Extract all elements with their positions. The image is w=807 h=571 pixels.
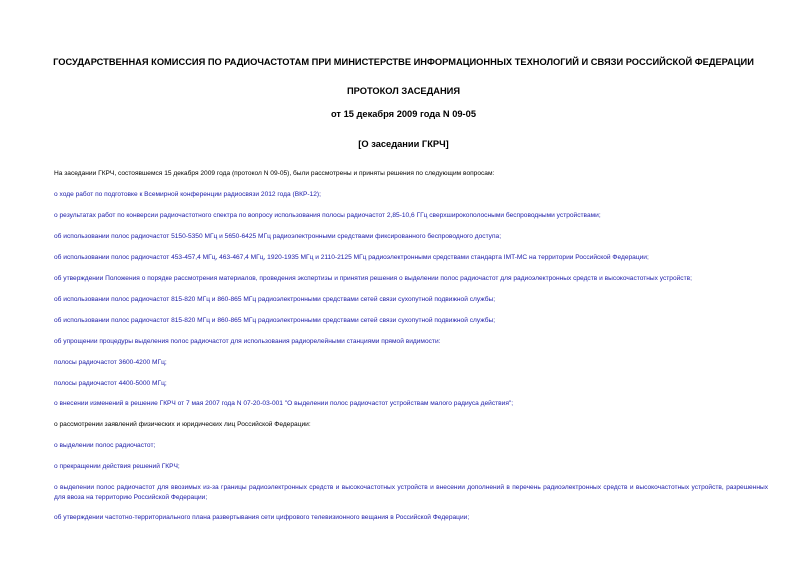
agenda-link[interactable]: об использовании полос радиочастот 815-820 МГц и 860-865 МГц радиоэлектронными средствами сетей связи сухопутной подвижной службы; bbox=[54, 296, 496, 303]
agenda-link[interactable]: о выделении полос радиочастот; bbox=[54, 442, 156, 449]
document-type-heading: ПРОТОКОЛ ЗАСЕДАНИЯ bbox=[346, 86, 461, 96]
agenda-link[interactable]: об утверждении Положения о порядке рассмотрения материалов, проведения экспертизы и принятия решения о выделении полос радиочастот для радиоэлектронных средств и высокочастотных устройств; bbox=[54, 275, 692, 282]
agenda-link[interactable]: о внесении изменений в решение ГКРЧ от 7 мая 2007 года N 07-20-03-001 "О выделении полос радиочастот устройствам малого радиуса действия"; bbox=[54, 400, 514, 407]
agenda-link[interactable]: об упрощении процедуры выделения полос радиочастот для использования радиорелейными станциями прямой видимости: bbox=[54, 338, 441, 345]
agenda-item: о рассмотрении заявлений физических и юридических лиц Российской Федерации: bbox=[54, 421, 311, 428]
agenda-link[interactable]: полосы радиочастот 3600-4200 МГц; bbox=[54, 359, 167, 366]
agenda-link[interactable]: о выделении полос радиочастот для ввозимых из-за границы радиоэлектронных средств и высокочастотных устройств и внесении дополнений в перечень радиоэлектронных средств и высокочастотных устройств, разрешенных для ввоза на территорию Российской Федерации; bbox=[54, 484, 768, 501]
agenda-link[interactable]: полосы радиочастот 4400-5000 МГц; bbox=[54, 380, 167, 387]
agenda-link[interactable]: об использовании полос радиочастот 815-820 МГц и 860-865 МГц радиоэлектронными средствами сетей связи сухопутной подвижной службы; bbox=[54, 317, 496, 324]
agenda-link[interactable]: о прекращении действия решений ГКРЧ; bbox=[54, 463, 180, 470]
document-date-number: от 15 декабря 2009 года N 09-05 bbox=[330, 109, 476, 119]
agenda-link[interactable]: об утверждении частотно-территориального плана развертывания сети цифрового телевизионного вещания в Российской Федерации; bbox=[54, 514, 470, 521]
agenda-link[interactable]: о ходе работ по подготовке к Всемирной конференции радиосвязи 2012 года (ВКР-12); bbox=[54, 191, 321, 198]
agenda-link[interactable]: о результатах работ по конверсии радиочастотного спектра по вопросу использования полосы радиочастот 2,85-10,6 ГГц сверхширокополосными беспроводными устройствами; bbox=[54, 212, 601, 219]
document-subject: [О заседании ГКРЧ] bbox=[358, 139, 449, 149]
agenda-link[interactable]: об использовании полос радиочастот 453-457,4 МГц, 463-467,4 МГц, 1920-1935 МГц и 2110-2125 МГц радиоэлектронными средствами стандарта IMT-MC на территории Российской Федерации; bbox=[54, 254, 649, 261]
intro-paragraph: На заседании ГКРЧ, состоявшемся 15 декабря 2009 года (протокол N 09-05), были рассмотрены и приняты решения по следующим вопросам: bbox=[54, 170, 495, 177]
agenda-link[interactable]: об использовании полос радиочастот 5150-5350 МГц и 5650-6425 МГц радиоэлектронными средствами фиксированного беспроводного доступа; bbox=[54, 233, 502, 240]
organization-heading: ГОСУДАРСТВЕННАЯ КОМИССИЯ ПО РАДИОЧАСТОТАМ ПРИ МИНИСТЕРСТВЕ ИНФОРМАЦИОННЫХ ТЕХНОЛОГИЙ И СВЯЗИ РОССИЙСКОЙ ФЕДЕРАЦИИ bbox=[53, 57, 754, 67]
